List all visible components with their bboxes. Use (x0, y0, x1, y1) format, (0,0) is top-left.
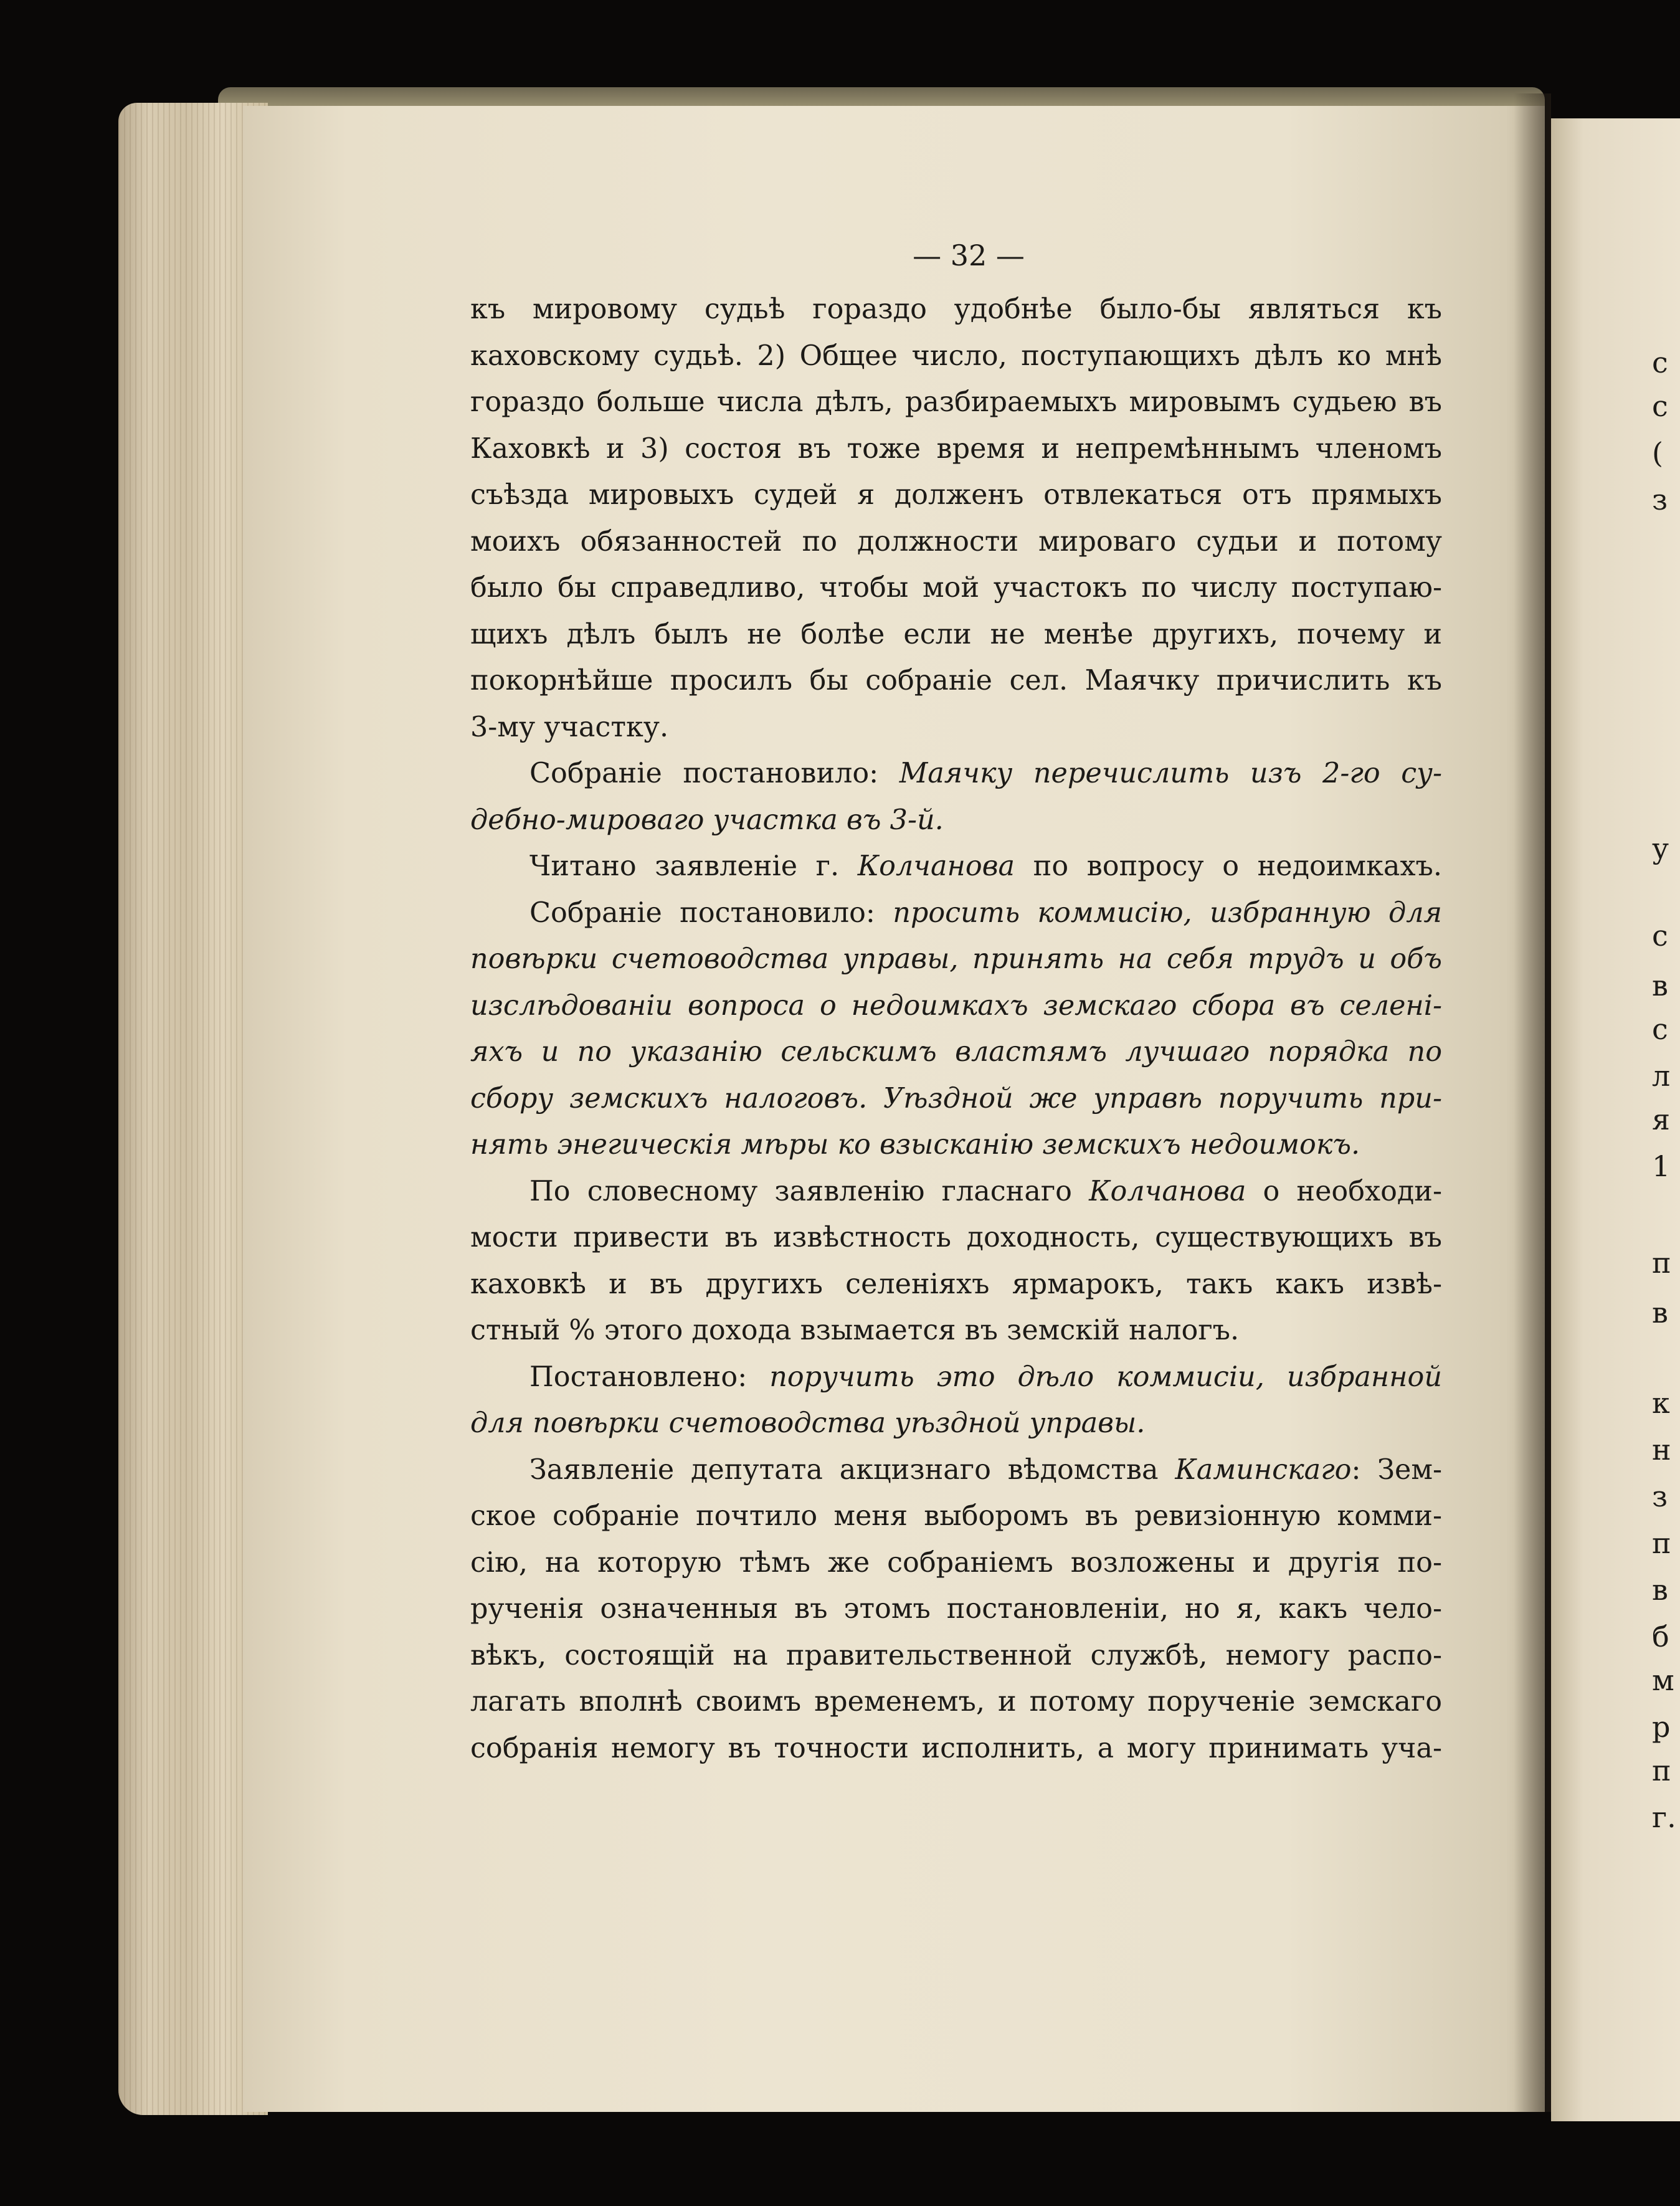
text-segment: щихъ дѣлъ былъ не болѣе если не менѣе другихъ, почему и (470, 618, 1442, 650)
right-page-fragment: с (1652, 389, 1668, 423)
text-segment: лагать вполнѣ своимъ временемъ, и потому порученіе земскаго (470, 1686, 1442, 1718)
right-page-fragment: в (1652, 1296, 1668, 1329)
italic-text: изслѣдованіи вопроса о недоимкахъ земскаго сбора въ селені- (470, 989, 1442, 1022)
text-segment: стный % этого дохода взымается въ земскій налогъ. (470, 1315, 1240, 1346)
right-page-fragment: р (1652, 1710, 1671, 1744)
text-line (470, 983, 1442, 1030)
italic-text: просить коммисію, избранную для (893, 896, 1442, 929)
italic-text: яхъ и по указанію сельскимъ властямъ лучшаго порядка по (470, 1036, 1442, 1068)
page-body (470, 237, 1442, 1772)
text-line (470, 1726, 1442, 1772)
text-line (470, 472, 1442, 519)
text-segment: вѣкъ, состоящій на правительственной службѣ, немогу распо- (470, 1639, 1442, 1671)
text-line (470, 844, 1442, 890)
italic-text: повѣрки счетоводства управы, принять на себя трудъ и объ (470, 943, 1442, 975)
text-line (470, 426, 1442, 473)
text-segment: каховскому судьѣ. 2) Общее число, поступающихъ дѣлъ ко мнѣ (470, 340, 1442, 372)
text-line (470, 751, 1442, 797)
text-line (470, 1169, 1442, 1215)
text-segment: мости привести въ извѣстность доходность, существующихъ въ (470, 1222, 1442, 1253)
italic-text: поручить это дѣло коммисіи, избранной (769, 1361, 1442, 1393)
text-line (470, 1633, 1442, 1680)
text-segment: По словесному заявленію гласнаго (529, 1175, 1089, 1207)
text-segment: Собраніе постановило: (529, 896, 893, 929)
text-line (470, 565, 1442, 612)
book-gutter (1514, 93, 1551, 2112)
text-line (470, 1262, 1442, 1308)
right-page-fragment: л (1652, 1059, 1671, 1093)
text-segment: Читано заявленіе г. (529, 850, 858, 882)
italic-text: сбору земскихъ налоговъ. Уѣздной же управѣ поручить при- (470, 1082, 1442, 1115)
italic-text: дебно-мироваго участка въ 3-й. (470, 804, 944, 836)
text-line (470, 519, 1442, 566)
right-page-fragment: 1 (1652, 1149, 1671, 1183)
text-segment: покорнѣйше просилъ бы собраніе сел. Маячку причислить къ (470, 665, 1442, 697)
text-line (470, 890, 1442, 937)
right-page-fragment: в (1652, 969, 1668, 1002)
text-line (470, 1493, 1442, 1540)
italic-text: для повѣрки счетоводства уѣздной управы. (470, 1407, 1146, 1439)
right-page-fragment: б (1652, 1620, 1669, 1653)
text-segment: 3-му участку. (470, 711, 669, 743)
right-page-fragment: у (1652, 832, 1669, 865)
right-page-fragment: ( (1652, 436, 1663, 470)
text-line (470, 1354, 1442, 1401)
text-line (470, 936, 1442, 983)
text-segment: гораздо больше числа дѣлъ, разбираемыхъ мировымъ судьею въ (470, 386, 1442, 418)
text-line (470, 1308, 1442, 1354)
text-segment: сію, на которую тѣмъ же собраніемъ возложены и другія по- (470, 1546, 1442, 1579)
text-line (470, 333, 1442, 380)
text-segment: къ мировому судьѣ гораздо удобнѣе было-бы являться къ (470, 293, 1442, 325)
italic-text: Колчанова (857, 850, 1015, 882)
text-segment: о необходи- (1246, 1175, 1442, 1207)
text-line (470, 612, 1442, 658)
italic-text: Маячку перечислить изъ 2-го су- (899, 758, 1442, 789)
text-line (470, 1076, 1442, 1123)
text-segment: ское собраніе почтило меня выборомъ въ ревизіонную комми- (470, 1500, 1442, 1532)
right-page-fragment: з (1652, 483, 1668, 516)
text-segment: съѣзда мировыхъ судей я долженъ отвлекаться отъ прямыхъ (470, 479, 1442, 511)
right-page-fragment: м (1652, 1663, 1674, 1697)
text-segment: Собраніе постановило: (529, 758, 899, 789)
text-segment: каховкѣ и въ другихъ селеніяхъ ярмарокъ, такъ какъ извѣ- (470, 1268, 1442, 1300)
right-page-fragment: в (1652, 1573, 1668, 1607)
text-line (470, 1447, 1442, 1494)
right-page-fragment: к (1652, 1386, 1670, 1420)
text-line (470, 1400, 1442, 1447)
right-page-fragment: я (1652, 1103, 1671, 1136)
right-page-fragment: п (1652, 1246, 1671, 1280)
text-line (470, 797, 1442, 844)
text-line (470, 705, 1442, 751)
text-lines (470, 287, 1442, 1772)
text-segment: было бы справедливо, чтобы мой участокъ по числу поступаю- (470, 572, 1442, 604)
text-segment: : Зем- (1351, 1453, 1442, 1486)
text-segment: Постановлено: (529, 1361, 770, 1393)
text-segment: по вопросу о недоимкахъ. (1015, 850, 1442, 882)
text-line (470, 1586, 1442, 1633)
text-segment: моихъ обязанностей по должности мироваго судьи и потому (470, 525, 1442, 558)
right-page-fragment: с (1652, 919, 1668, 953)
text-line (470, 1679, 1442, 1726)
right-page-fragment: н (1652, 1433, 1671, 1467)
text-line (470, 1029, 1442, 1076)
text-segment: собранія немогу въ точности исполнить, а могу принимать уча- (470, 1732, 1442, 1764)
italic-text: Каминскаго (1175, 1453, 1352, 1486)
right-page-fragment: с (1652, 1012, 1668, 1046)
page-number: — 32 — (913, 239, 1025, 272)
text-line (470, 287, 1442, 333)
right-page-fragment: г. (1652, 1800, 1676, 1834)
italic-text: Колчанова (1089, 1175, 1246, 1207)
right-page-fragment: с (1652, 346, 1668, 379)
text-line (470, 379, 1442, 426)
right-page-fragment: п (1652, 1526, 1671, 1560)
right-page-fragment: з (1652, 1480, 1668, 1513)
text-line (470, 1122, 1442, 1169)
text-line (470, 1540, 1442, 1587)
italic-text: нять энегическія мѣры ко взысканію земскихъ недоимокъ. (470, 1129, 1360, 1161)
text-line (470, 658, 1442, 705)
text-segment: Заявленіе депутата акцизнаго вѣдомства (529, 1453, 1175, 1486)
text-segment: Каховкѣ и 3) состоя въ тоже время и непремѣннымъ членомъ (470, 432, 1442, 465)
text-line (470, 1215, 1442, 1262)
right-page-fragment: п (1652, 1754, 1671, 1787)
text-segment: рученія означенныя въ этомъ постановленіи, но я, какъ чело- (470, 1593, 1442, 1625)
